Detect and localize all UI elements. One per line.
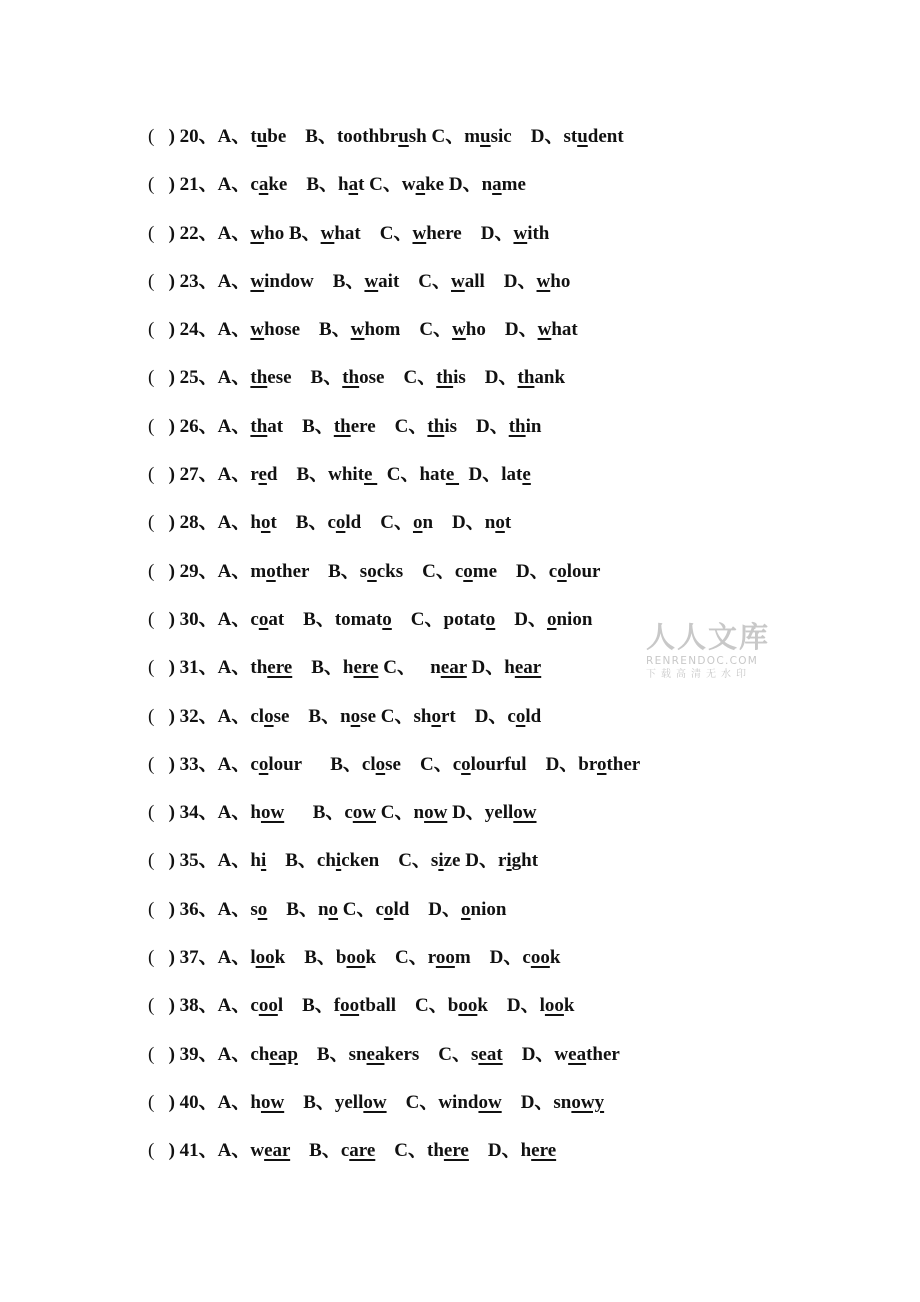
question-text: k [563, 995, 575, 1017]
question-text: nion [556, 608, 593, 630]
question-line [148, 120, 640, 168]
question-text [159, 995, 169, 1016]
question-text: ( [148, 270, 160, 292]
underlined-letters: o [258, 608, 269, 630]
question-text: n D、n [422, 512, 496, 534]
underlined-letters: oo [435, 947, 455, 969]
underlined-letters: u [480, 126, 491, 147]
question-text: ) 30、A、c [168, 608, 259, 630]
question-text: C、potat [391, 608, 486, 630]
underlined-letters: ow [260, 1091, 285, 1113]
question-text: ) 36、A、s [168, 898, 258, 920]
question-text: ) 38、A、c [168, 995, 259, 1017]
question-text: ) 20、A、t [168, 126, 257, 147]
question-line [148, 1134, 640, 1182]
question-text: ( [148, 512, 160, 534]
underlined-letters: ea [366, 1043, 385, 1065]
question-text: ( [148, 319, 160, 341]
question-text [159, 1044, 169, 1065]
question-line [148, 458, 640, 506]
underlined-letters: ere [531, 1140, 557, 1162]
question-text: cken C、s [341, 850, 439, 872]
question-text: B、n [267, 898, 329, 920]
underlined-letters: w [250, 270, 265, 292]
underlined-letters: o [412, 512, 423, 534]
underlined-letters: o [596, 753, 607, 775]
question-text [159, 850, 169, 871]
question-text: se C、sh [360, 705, 432, 727]
question-line [148, 1038, 640, 1086]
underlined-letters: ow [424, 802, 448, 824]
question-line [148, 313, 640, 361]
question-text: m D、c [454, 947, 531, 969]
underlined-letters: w [250, 222, 265, 244]
underlined-letters: ow [260, 802, 285, 824]
underlined-letters: w [536, 270, 551, 292]
question-text: ( [148, 705, 160, 727]
question-text: hat [551, 319, 578, 341]
question-text: ) 37、A、l [168, 947, 256, 969]
underlined-letters: e [445, 464, 460, 486]
underlined-letters: th [508, 415, 526, 437]
question-text [159, 657, 169, 678]
question-text [159, 609, 169, 630]
question-text: indow B、 [264, 270, 365, 292]
underlined-letters: th [250, 367, 268, 389]
question-text: lourful D、br [470, 753, 597, 775]
question-text: ke B、h [268, 174, 349, 196]
underlined-letters: oo [346, 947, 366, 969]
underlined-letters: o [260, 512, 271, 534]
underlined-letters: o [557, 560, 567, 582]
question-line [148, 410, 640, 458]
question-line [148, 506, 640, 554]
underlined-letters: o [328, 898, 339, 920]
underlined-letters: th [427, 415, 445, 437]
question-text: ld [525, 705, 542, 727]
question-text: C、c [338, 898, 384, 920]
question-text: ) 39、A、ch [168, 1043, 270, 1065]
question-text: ho [550, 270, 571, 292]
underlined-letters: th [436, 367, 454, 389]
question-text: all D、 [464, 270, 537, 292]
question-text [159, 367, 169, 388]
question-text [159, 561, 169, 582]
question-text: B、sn [297, 1043, 367, 1065]
question-text: D、h [468, 1140, 532, 1162]
question-text: D、lat [459, 464, 523, 486]
underlined-letters: ea [568, 1043, 587, 1065]
underlined-letters: o [266, 560, 276, 582]
underlined-letters: o [485, 608, 496, 630]
underlined-letters: o [335, 512, 346, 534]
question-line [148, 796, 640, 844]
question-text: ( [148, 1091, 160, 1113]
question-text: ait C、 [378, 270, 451, 292]
question-line [148, 555, 640, 603]
question-text: ) 33、A、c [168, 753, 259, 775]
question-text: ( [148, 1043, 160, 1065]
question-text: ( [148, 753, 160, 775]
question-text: cks C、c [376, 560, 464, 582]
question-text: hom C、 [364, 319, 453, 341]
question-text: ) 32、A、cl [168, 705, 265, 727]
underlined-letters: w [452, 319, 466, 341]
question-text [159, 174, 169, 195]
underlined-letters: u [398, 126, 409, 147]
underlined-letters: are [349, 1140, 376, 1162]
underlined-letters: w [350, 319, 365, 341]
question-line [148, 603, 640, 651]
underlined-letters: w [451, 270, 465, 292]
question-text: ther [606, 753, 641, 775]
watermark-title: 人人文库 [646, 620, 771, 654]
underlined-letters: a [492, 174, 502, 196]
underlined-letters: ow [478, 1091, 502, 1113]
underlined-letters: oo [530, 947, 550, 969]
question-text: ) 41、A、w [168, 1140, 265, 1162]
question-text: ) 34、A、h [168, 802, 261, 824]
question-text [159, 512, 169, 533]
underlined-letters: i [260, 850, 267, 872]
question-text: C、n [376, 802, 425, 824]
underlined-letters: o [375, 753, 386, 775]
question-line [148, 844, 640, 892]
question-line [148, 217, 640, 265]
underlined-letters: ere [353, 657, 379, 679]
question-text: ( [148, 222, 160, 244]
question-text: me D、c [472, 560, 558, 582]
question-text: ank [534, 367, 566, 389]
underlined-letters: w [513, 222, 528, 244]
question-text: ) 23、A、 [168, 270, 251, 292]
question-text: is D、 [444, 415, 509, 437]
question-text [159, 947, 169, 968]
underlined-letters: u [577, 126, 588, 147]
question-text: ) 27、A、r [168, 464, 259, 486]
underlined-letters: o [257, 898, 268, 920]
question-text [159, 754, 169, 775]
question-text: ) 22、A、 [168, 222, 251, 244]
question-text: ( [148, 560, 160, 582]
underlined-letters: o [461, 753, 471, 775]
question-text [159, 416, 169, 437]
question-text: ) 40、A、h [168, 1091, 261, 1113]
question-text: be B、toothbr [267, 126, 399, 147]
question-text: C、 n [378, 657, 441, 679]
question-text: ( [148, 174, 160, 196]
underlined-letters: o [350, 705, 361, 727]
underlined-letters: i [335, 850, 342, 872]
underlined-letters: th [333, 415, 351, 437]
question-line [148, 168, 640, 216]
underlined-letters: o [546, 608, 557, 630]
question-text: B、c [290, 1140, 350, 1162]
underlined-letters: eap [269, 1043, 298, 1065]
question-text: k [549, 947, 561, 969]
underlined-letters: o [515, 705, 526, 727]
underlined-letters: o [383, 898, 394, 920]
question-text: k D、l [477, 995, 545, 1017]
question-text: lour [566, 560, 601, 582]
question-text: ( [148, 898, 160, 920]
underlined-letters: ere [443, 1140, 469, 1162]
question-text: ( [148, 415, 160, 437]
question-text [159, 223, 169, 244]
question-text: t [504, 512, 512, 534]
underlined-letters: a [258, 174, 269, 196]
question-text: t C、w [358, 174, 416, 196]
underlined-letters: a [415, 174, 426, 196]
question-text: ese B、 [267, 367, 343, 389]
underlined-letters: oo [544, 995, 564, 1017]
watermark-domain: RENRENDOC.COM [646, 655, 759, 667]
question-text: ) 25、A、 [168, 367, 251, 389]
underlined-letters: th [517, 367, 535, 389]
question-text: at B、 [267, 415, 334, 437]
question-text: ) 31、A、th [168, 657, 268, 679]
underlined-letters: w [320, 222, 335, 244]
question-text: D、sn [501, 1091, 572, 1113]
question-text: ( [148, 367, 160, 389]
underlined-letters: a [348, 174, 359, 196]
question-text: k C、r [365, 947, 436, 969]
question-text: hose B、 [264, 319, 351, 341]
question-text [159, 899, 169, 920]
underlined-letters: o [495, 512, 505, 534]
question-text: lour B、cl [268, 753, 376, 775]
question-text: B、yell [284, 1091, 364, 1113]
question-text: ( [148, 657, 160, 679]
question-text: ke D、n [425, 174, 493, 196]
question-text: kers C、s [384, 1043, 479, 1065]
question-line [148, 941, 640, 989]
underlined-letters: th [250, 415, 268, 437]
underlined-letters: eat [478, 1043, 503, 1065]
question-text: C、hat [377, 464, 446, 486]
question-text: D、h [466, 657, 515, 679]
underlined-letters: ear [440, 657, 467, 679]
question-text: hat C、 [334, 222, 413, 244]
question-text: C、wind [386, 1091, 479, 1113]
underlined-letters: o [461, 898, 471, 920]
question-line [148, 989, 640, 1037]
question-text: ( [148, 126, 160, 147]
underlined-letters: th [342, 367, 360, 389]
question-text: se B、n [273, 705, 351, 727]
question-text: ) 26、A、 [168, 415, 251, 437]
question-line [148, 361, 640, 409]
question-text: ( [148, 995, 160, 1017]
question-text [159, 1092, 169, 1113]
question-text: B、c [284, 802, 353, 824]
underlined-letters: ow [513, 802, 537, 824]
underlined-letters: e [364, 464, 378, 486]
question-line [148, 265, 640, 313]
question-text: d B、whit [266, 464, 365, 486]
question-line [148, 651, 640, 699]
watermark-logo [646, 620, 776, 682]
underlined-letters: o [382, 608, 392, 630]
question-text: tball C、b [359, 995, 459, 1017]
question-text [159, 802, 169, 823]
underlined-letters: ear [514, 657, 542, 679]
question-text: ( [148, 1140, 160, 1162]
question-text: at B、tomat [268, 608, 383, 630]
question-text: ld D、 [393, 898, 462, 920]
question-text: ose C、 [359, 367, 437, 389]
question-text [159, 706, 169, 727]
question-text: ld C、 [345, 512, 413, 534]
question-text: se C、c [385, 753, 462, 775]
question-text: ( [148, 802, 160, 824]
underlined-letters: owy [571, 1091, 605, 1113]
question-text: ( [148, 850, 160, 872]
question-text: is D、 [453, 367, 518, 389]
underlined-letters: ere [267, 657, 293, 679]
question-text: sh C、m [408, 126, 481, 147]
watermark-subtitle: 下载高清无水印 [646, 669, 751, 680]
question-text: ere C、 [350, 415, 428, 437]
question-list [148, 120, 640, 1183]
underlined-letters: w [250, 319, 265, 341]
question-text: sic D、st [490, 126, 578, 147]
question-text: t B、c [270, 512, 336, 534]
underlined-letters: o [431, 705, 441, 727]
question-text: dent [587, 126, 624, 147]
underlined-letters: o [463, 560, 473, 582]
question-text [159, 271, 169, 292]
underlined-letters: oo [340, 995, 360, 1017]
underlined-letters: e [522, 464, 531, 486]
underlined-letters: ow [352, 802, 377, 824]
question-text: ( [148, 464, 160, 486]
question-text [159, 464, 169, 485]
question-text: D、w [502, 1043, 569, 1065]
question-text: in [525, 415, 542, 437]
question-text [159, 1140, 169, 1161]
underlined-letters: i [438, 850, 444, 872]
question-text: rt D、c [440, 705, 516, 727]
question-text: l B、f [277, 995, 341, 1017]
underlined-letters: e [258, 464, 267, 486]
underlined-letters: u [256, 126, 268, 147]
underlined-letters: w [537, 319, 552, 341]
question-text: C、th [375, 1140, 444, 1162]
underlined-letters: w [364, 270, 379, 292]
question-text: D、yell [447, 802, 514, 824]
underlined-letters: ear [264, 1140, 291, 1162]
question-text: ho B、 [264, 222, 321, 244]
underlined-letters: oo [458, 995, 478, 1017]
question-text: ther B、s [275, 560, 368, 582]
question-text: ho D、 [465, 319, 538, 341]
question-text: ( [148, 608, 160, 630]
question-text: ) 28、A、h [168, 512, 261, 534]
underlined-letters: o [264, 705, 274, 727]
question-line [148, 700, 640, 748]
question-text: ) 24、A、 [168, 319, 251, 341]
underlined-letters: w [412, 222, 427, 244]
underlined-letters: o [367, 560, 377, 582]
underlined-letters: o [258, 753, 269, 775]
question-text: nion [470, 898, 507, 920]
underlined-letters: oo [255, 947, 275, 969]
underlined-letters: ow [363, 1091, 387, 1113]
question-text: ) 29、A、m [168, 560, 267, 582]
question-text: ) 35、A、h [168, 850, 261, 872]
question-text: ght [511, 850, 539, 872]
question-text: B、h [292, 657, 354, 679]
question-text: D、 [495, 608, 547, 630]
question-text: ith [527, 222, 550, 244]
underlined-letters: i [506, 850, 512, 872]
question-text: ( [148, 947, 160, 969]
question-line [148, 748, 640, 796]
question-text [159, 319, 169, 340]
question-text: ze D、r [443, 850, 507, 872]
underlined-letters: oo [258, 995, 278, 1017]
question-line [148, 1086, 640, 1134]
question-text: here D、 [426, 222, 514, 244]
question-line [148, 893, 640, 941]
question-text: B、ch [266, 850, 336, 872]
question-text: ) 21、A、c [168, 174, 259, 196]
question-text: me [501, 174, 526, 196]
question-text: ther [586, 1043, 620, 1065]
question-text [159, 126, 169, 147]
question-text: k B、b [274, 947, 347, 969]
